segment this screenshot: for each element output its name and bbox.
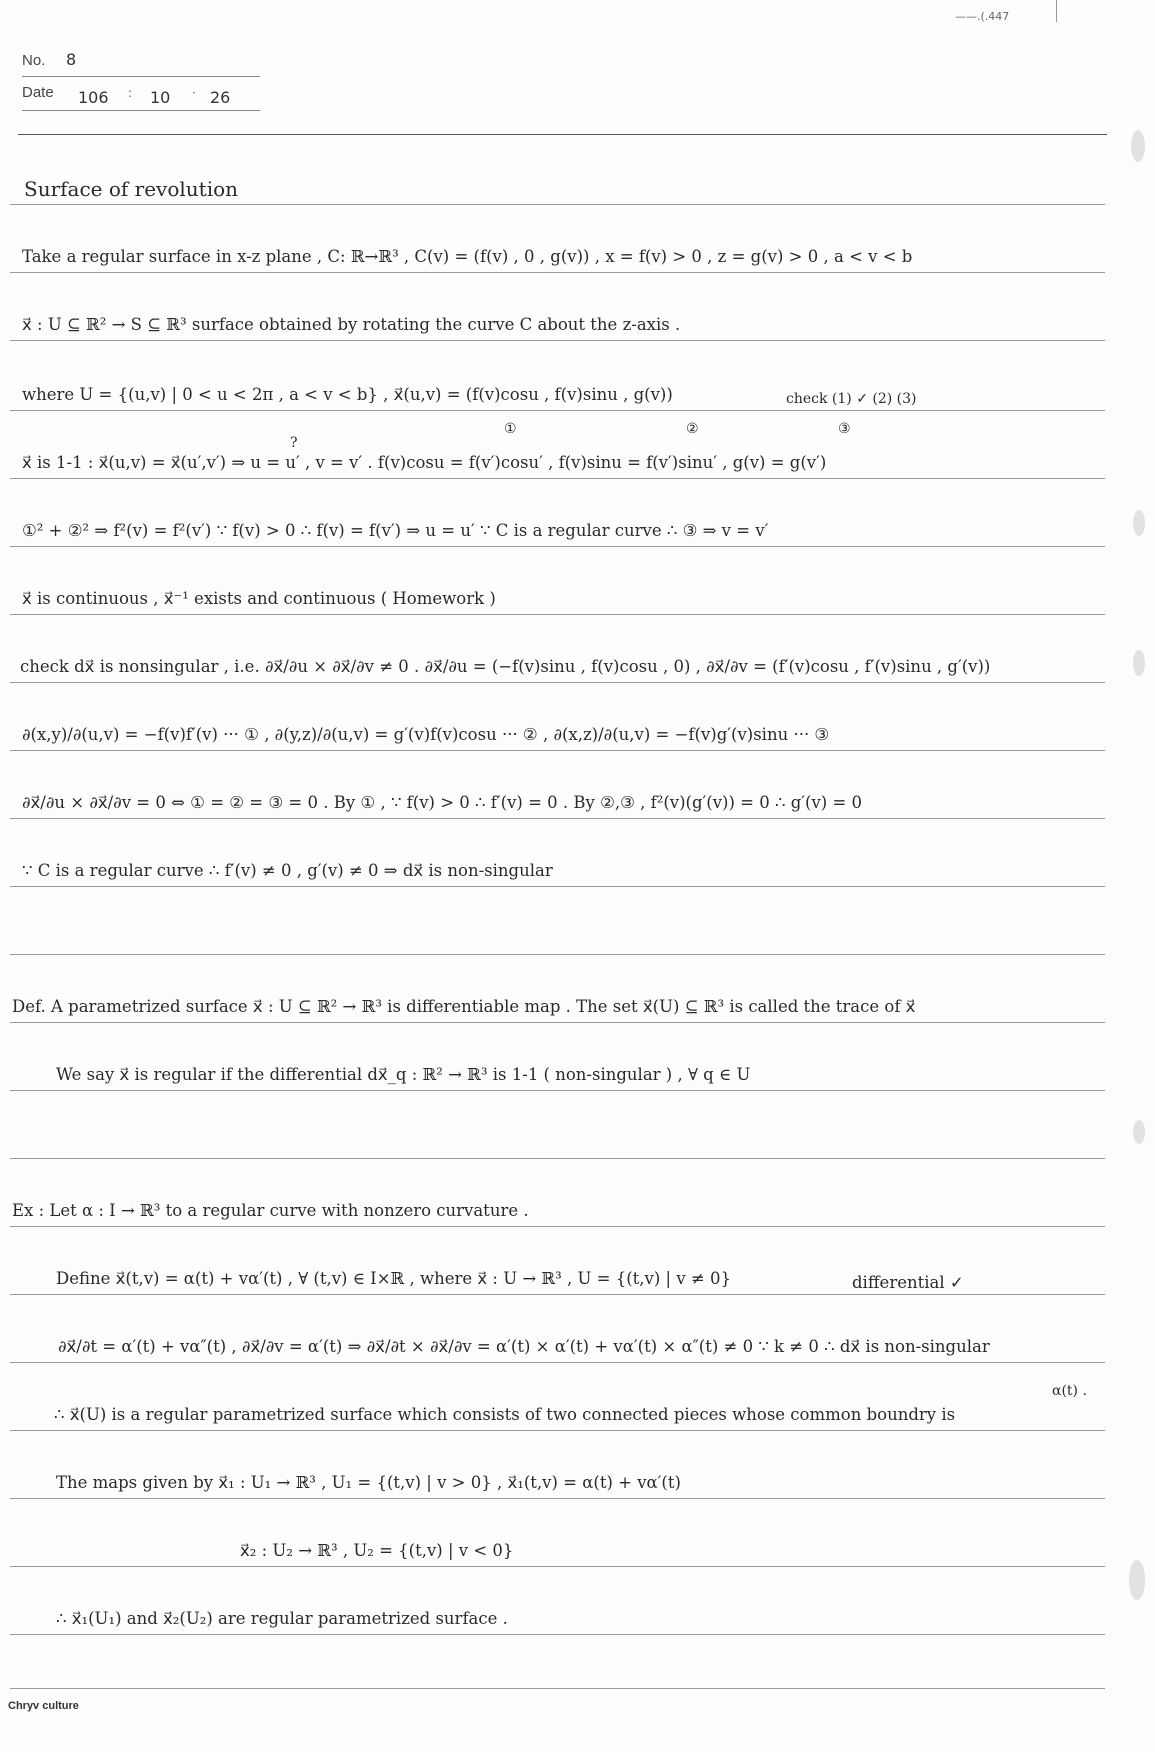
example-note: α(t) .	[1052, 1383, 1087, 1399]
ruled-line	[10, 1158, 1105, 1159]
circled-label-3: ③	[838, 421, 851, 437]
note-line: where U = {(u,v) | 0 < u < 2π , a < v < b} , x⃗(u,v) = (f(v)cosu , f(v)sinu , g(v))	[22, 385, 673, 404]
note-line: x⃗ : U ⊆ ℝ² → S ⊆ ℝ³ surface obtained by rotating the curve C about the z-axis .	[22, 315, 681, 334]
example-line: ∴ x⃗₁(U₁) and x⃗₂(U₂) are regular parametrized surface .	[56, 1609, 508, 1628]
note-line: ∵ C is a regular curve ∴ f′(v) ≠ 0 , g′(v) ≠ 0 ⇒ dx⃗ is non-singular	[22, 861, 553, 880]
date-day: 26	[210, 88, 231, 107]
example-line: Ex : Let α : I → ℝ³ to a regular curve with nonzero curvature .	[12, 1201, 529, 1220]
note-line: ∂x⃗/∂u × ∂x⃗/∂v = 0 ⇔ ① = ② = ③ = 0 . By ① , ∵ f(v) > 0 ∴ f′(v) = 0 . By ②,③ , f²(v)(g′(v)) = 0 ∴ g′(v) = 0	[22, 793, 863, 812]
header-rule	[18, 134, 1107, 135]
ruled-line	[10, 1566, 1105, 1567]
question-mark: ?	[290, 435, 298, 451]
note-line: x⃗ is continuous , x⃗⁻¹ exists and continuous ( Homework )	[22, 589, 496, 608]
no-value: 8	[66, 50, 77, 69]
ruled-line	[10, 1688, 1105, 1689]
ruled-line	[10, 1498, 1105, 1499]
ruled-line	[10, 272, 1105, 273]
ruled-line	[10, 1294, 1105, 1295]
ruled-line	[10, 1634, 1105, 1635]
binder-hole-mark	[1129, 1560, 1145, 1600]
circled-label-1: ①	[504, 421, 517, 437]
binder-hole-mark	[1133, 510, 1145, 536]
ruled-line	[10, 682, 1105, 683]
date-label: Date	[22, 84, 54, 101]
date-year: 106	[78, 88, 109, 107]
corner-note: ——.(.447	[955, 10, 1010, 23]
ruled-line	[10, 614, 1105, 615]
ruled-line	[10, 340, 1105, 341]
example-note: differential ✓	[852, 1273, 964, 1292]
date-separator: :	[128, 86, 133, 100]
header-underline	[22, 110, 260, 111]
binder-hole-mark	[1133, 650, 1145, 676]
definition-line: We say x⃗ is regular if the differential dx⃗_q : ℝ² → ℝ³ is 1-1 ( non-singular ) , ∀ q ∈ U	[56, 1065, 751, 1084]
example-line: x⃗₂ : U₂ → ℝ³ , U₂ = {(t,v) | v < 0}	[240, 1541, 514, 1560]
definition-line: Def. A parametrized surface x⃗ : U ⊆ ℝ² → ℝ³ is differentiable map . The set x⃗(U) ⊆ ℝ³ is called the trace of x⃗	[12, 997, 916, 1016]
ruled-line	[10, 1022, 1105, 1023]
example-line: ∂x⃗/∂t = α′(t) + vα″(t) , ∂x⃗/∂v = α′(t) ⇒ ∂x⃗/∂t × ∂x⃗/∂v = α′(t) × α′(t) + vα′(t) × α″(t) ≠ 0 ∵ k ≠ 0 ∴ dx⃗ is non-singular	[58, 1337, 990, 1356]
brand-footer: Chryv culture	[8, 1700, 79, 1712]
ruled-line	[10, 546, 1105, 547]
note-line: Take a regular surface in x-z plane , C: ℝ→ℝ³ , C(v) = (f(v) , 0 , g(v)) , x = f(v) > 0 , z = g(v) > 0 , a < v < b	[22, 247, 913, 266]
date-month: 10	[150, 88, 171, 107]
ruled-line	[10, 204, 1105, 205]
example-line: ∴ x⃗(U) is a regular parametrized surface which consists of two connected pieces whose common boundry is	[54, 1405, 956, 1424]
ruled-line	[10, 1090, 1105, 1091]
ruled-line	[10, 750, 1105, 751]
ruled-line	[10, 1362, 1105, 1363]
check-marks: check (1) ✓ (2) (3)	[786, 391, 917, 407]
no-label: No.	[22, 52, 46, 69]
binder-hole-mark	[1133, 1120, 1145, 1144]
ruled-line	[10, 478, 1105, 479]
binder-hole-mark	[1131, 130, 1145, 162]
section-title: Surface of revolution	[24, 177, 239, 201]
ruled-line	[10, 1226, 1105, 1227]
header-underline	[22, 76, 260, 77]
note-line: check dx⃗ is nonsingular , i.e. ∂x⃗/∂u × ∂x⃗/∂v ≠ 0 . ∂x⃗/∂u = (−f(v)sinu , f(v)cosu , 0) , ∂x⃗/∂v = (f′(v)cosu , f′(v)sinu , g′(v))	[20, 657, 991, 676]
note-line: ①² + ②² ⇒ f²(v) = f²(v′) ∵ f(v) > 0 ∴ f(v) = f(v′) ⇒ u = u′ ∵ C is a regular curve ∴ ③ ⇒ v = v′	[22, 521, 769, 540]
circled-label-2: ②	[686, 421, 699, 437]
ruled-line	[10, 1430, 1105, 1431]
note-line: ∂(x,y)/∂(u,v) = −f(v)f′(v) ··· ① , ∂(y,z)/∂(u,v) = g′(v)f(v)cosu ··· ② , ∂(x,z)/∂(u,v) = −f(v)g′(v)sinu ··· ③	[22, 725, 830, 744]
date-separator: ·	[192, 86, 196, 100]
ruled-line	[10, 818, 1105, 819]
corner-tick	[1056, 0, 1057, 22]
note-line: x⃗ is 1-1 : x⃗(u,v) = x⃗(u′,v′) ⇒ u = u′ , v = v′ . f(v)cosu = f(v′)cosu′ , f(v)sinu = f(v′)sinu′ , g(v) = g(v′)	[22, 453, 827, 472]
example-line: The maps given by x⃗₁ : U₁ → ℝ³ , U₁ = {(t,v) | v > 0} , x⃗₁(t,v) = α(t) + vα′(t)	[56, 1473, 681, 1492]
ruled-line	[10, 954, 1105, 955]
example-line: Define x⃗(t,v) = α(t) + vα′(t) , ∀ (t,v) ∈ I×ℝ , where x⃗ : U → ℝ³ , U = {(t,v) | v ≠ 0}	[56, 1269, 731, 1288]
ruled-line	[10, 886, 1105, 887]
ruled-line	[10, 410, 1105, 411]
